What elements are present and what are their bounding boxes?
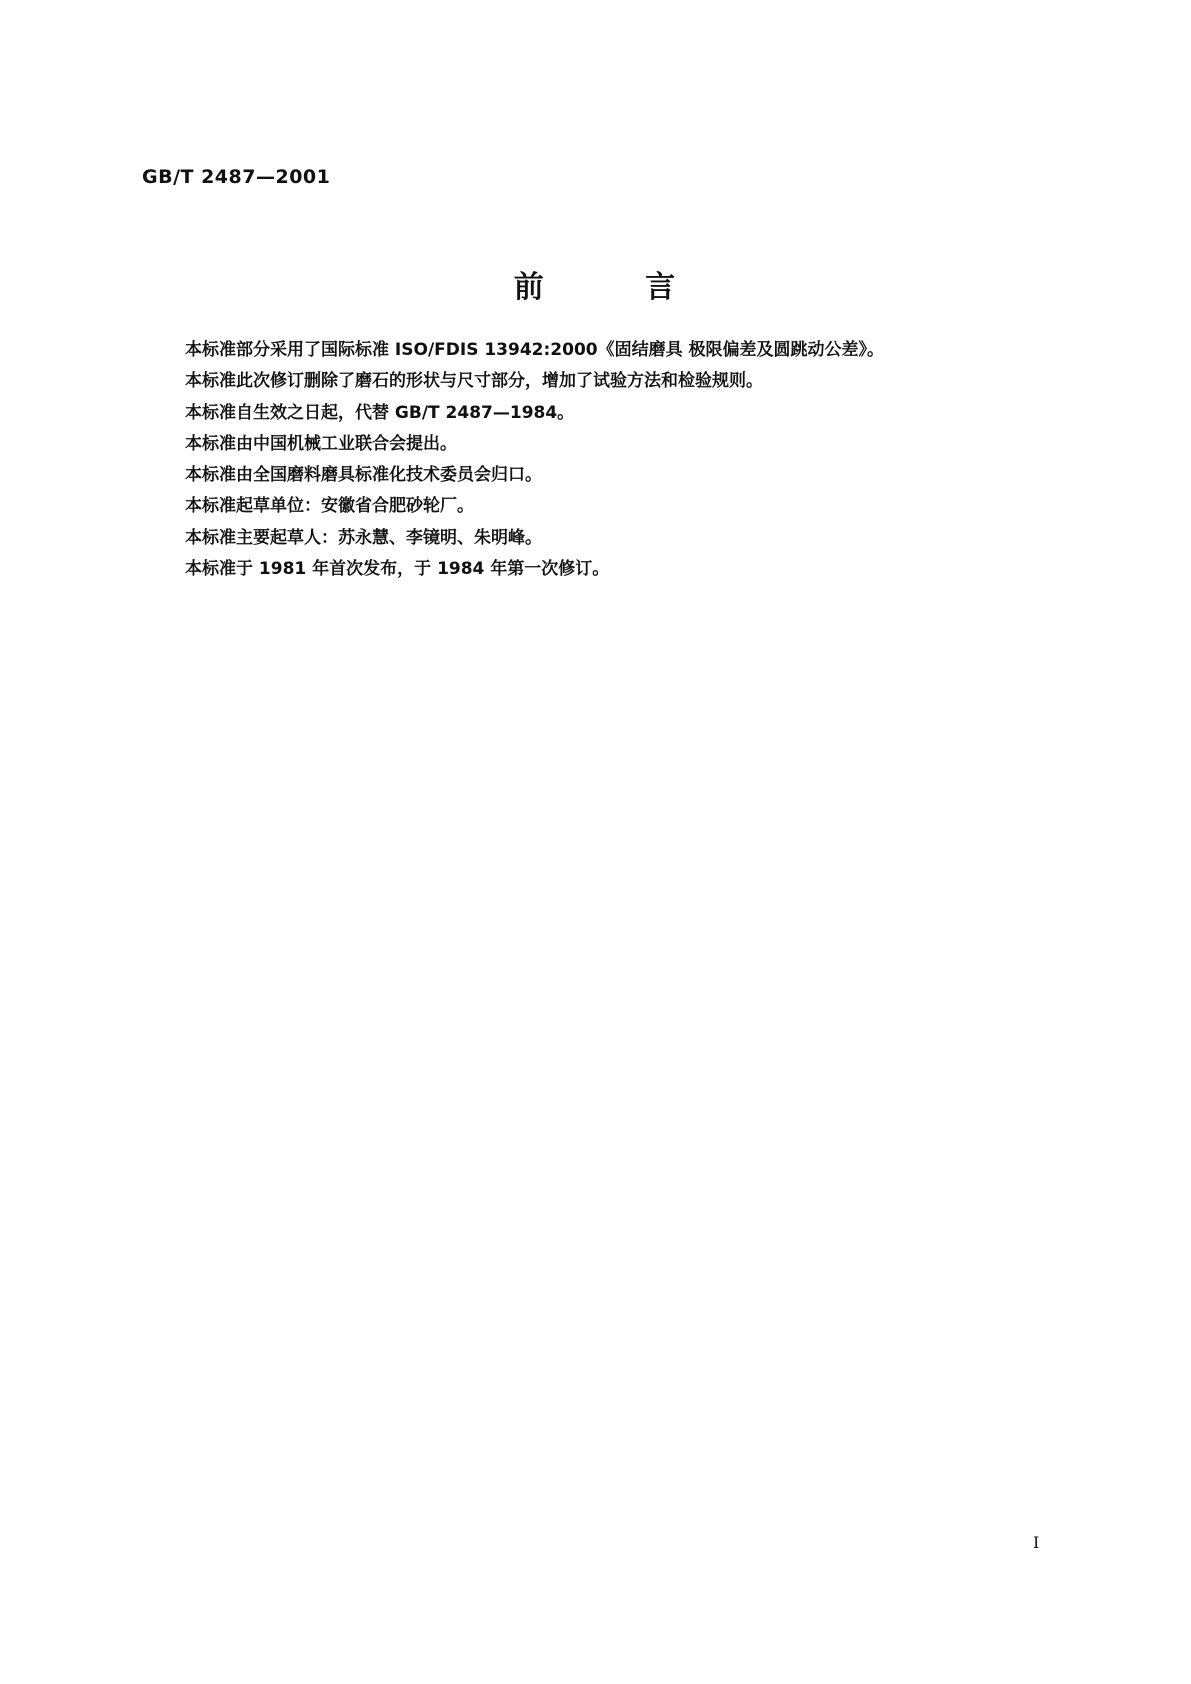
standard-number: GB/T 2487—2001 — [142, 166, 331, 188]
paragraph-adoption: 本标准部分采用了国际标准 ISO/FDIS 13942:2000《固结磨具 极限偏差及圆跳动公差》。 — [185, 340, 885, 360]
paragraph-revision: 本标准此次修订删除了磨石的形状与尺寸部分，增加了试验方法和检验规则。 — [185, 371, 763, 392]
page-number: I — [1033, 1533, 1040, 1552]
paragraph-replacement: 本标准自生效之日起，代替 GB/T 2487—1984。 — [185, 402, 575, 423]
paragraph-committee: 本标准由全国磨料磨具标准化技术委员会归口。 — [185, 465, 542, 486]
paragraph-proposer: 本标准由中国机械工业联合会提出。 — [185, 433, 457, 454]
paragraph-drafters: 本标准主要起草人：苏永慧、李镜明、朱明峰。 — [185, 527, 542, 548]
section-title: 前 言 — [513, 270, 678, 305]
paragraph-drafting-unit: 本标准起草单位：安徽省合肥砂轮厂。 — [185, 496, 474, 517]
paragraph-history: 本标准于 1981 年首次发布，于 1984 年第一次修订。 — [185, 559, 610, 580]
foreword-body — [185, 335, 1085, 585]
